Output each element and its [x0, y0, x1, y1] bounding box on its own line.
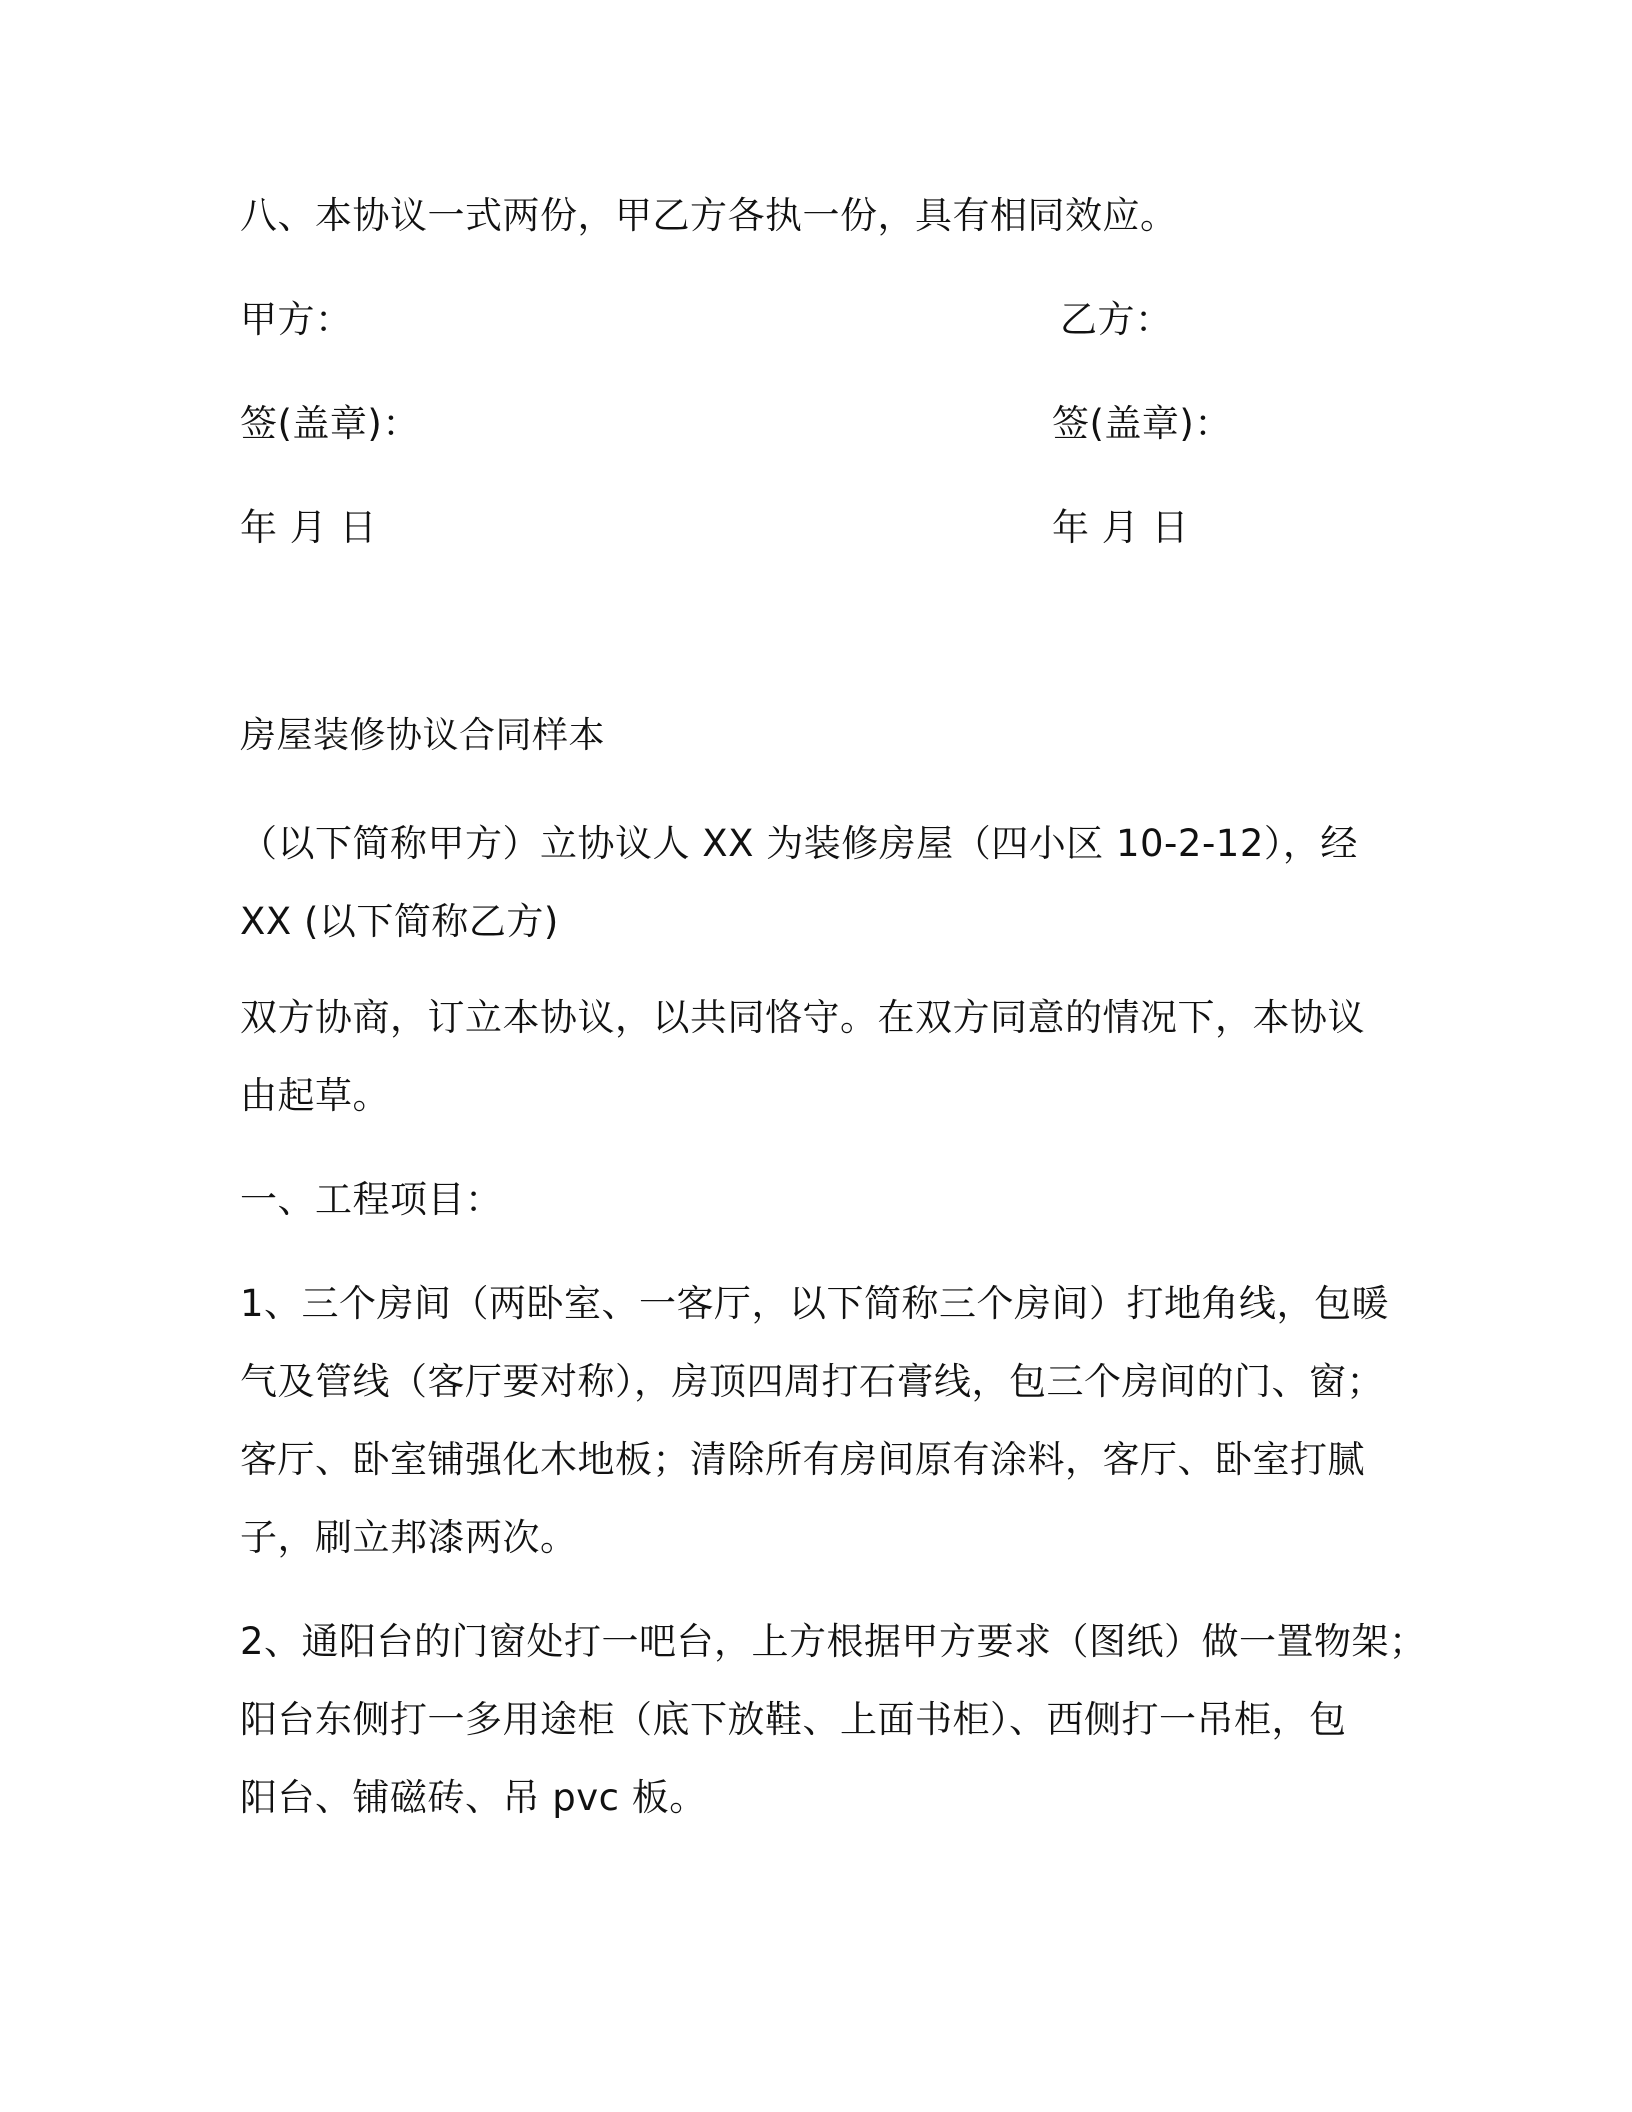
party-b-date: 年 月 日	[1052, 506, 1190, 549]
intro-line-4: 由起草。	[240, 1074, 390, 1117]
item-1-line-1: 1、三个房间（两卧室、一客厅，以下简称三个房间）打地角线，包暖	[240, 1282, 1390, 1325]
item-2-line-3: 阳台、铺磁砖、吊 pvc 板。	[240, 1776, 707, 1819]
item-1-line-2: 气及管线（客厅要对称），房顶四周打石膏线，包三个房间的门、窗；	[240, 1360, 1384, 1403]
intro-line-2: XX (以下简称乙方)	[240, 900, 559, 943]
item-1-line-3: 客厅、卧室铺强化木地板；清除所有房间原有涂料，客厅、卧室打腻	[240, 1438, 1365, 1481]
item-1-line-4: 子，刷立邦漆两次。	[240, 1516, 578, 1559]
party-b-label: 乙方：	[1060, 298, 1173, 341]
intro-line-1: （以下简称甲方）立协议人 XX 为装修房屋（四小区 10-2-12），经	[240, 822, 1358, 865]
intro-line-3: 双方协商，订立本协议，以共同恪守。在双方同意的情况下，本协议	[240, 996, 1365, 1039]
party-a-date: 年 月 日	[240, 506, 378, 549]
item-2-line-2: 阳台东侧打一多用途柜（底下放鞋、上面书柜）、西侧打一吊柜，包	[240, 1698, 1347, 1741]
party-b-signature: 签(盖章)：	[1052, 402, 1232, 445]
party-a-label: 甲方：	[240, 298, 353, 341]
section-1-heading: 一、工程项目：	[240, 1178, 503, 1221]
item-2-line-1: 2、通阳台的门窗处打一吧台，上方根据甲方要求（图纸）做一置物架；	[240, 1620, 1427, 1663]
party-a-signature: 签(盖章)：	[240, 402, 420, 445]
clause-8: 八、本协议一式两份，甲乙方各执一份，具有相同效应。	[240, 194, 1178, 237]
document-title: 房屋装修协议合同样本	[240, 715, 606, 756]
